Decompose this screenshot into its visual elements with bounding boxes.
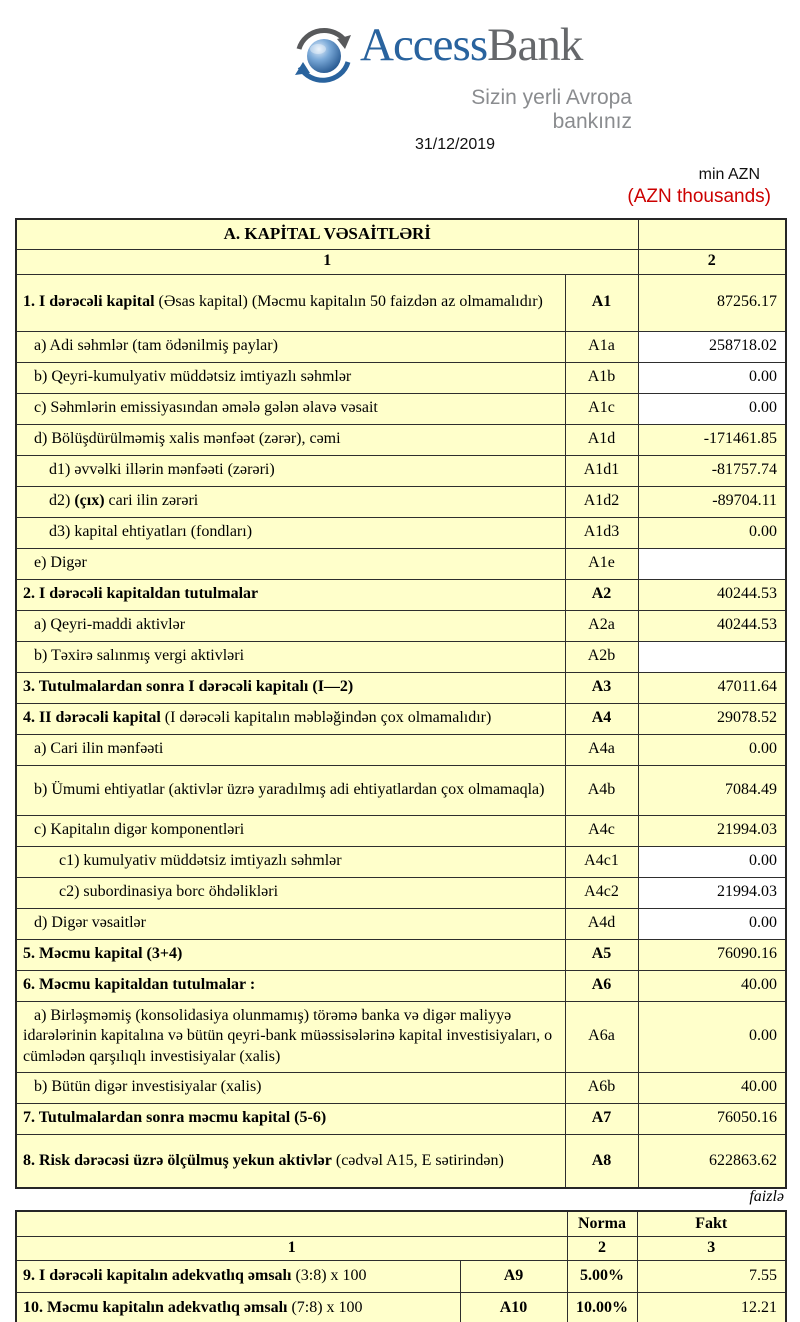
row-value: 0.00 <box>638 517 786 548</box>
row-code: A2b <box>565 641 638 672</box>
row-code: A1a <box>565 331 638 362</box>
label-text: (Əsas kapital) (Məcmu kapitalın 50 faizdən az olmamalıdır) <box>154 293 543 311</box>
row-label <box>16 939 565 970</box>
table-row <box>16 610 786 641</box>
table-row <box>16 579 786 610</box>
table-row <box>16 1001 786 1072</box>
row-value: 76090.16 <box>638 939 786 970</box>
row-label <box>16 1103 565 1134</box>
label-text: 4. II dərəcəli kapital <box>23 709 161 727</box>
label-text: cari ilin zərəri <box>104 492 199 510</box>
label-text: b) Qeyri-kumulyativ müddətsiz imtiyazlı səhmlər <box>34 368 352 386</box>
row-label <box>16 877 565 908</box>
table-title-row <box>16 219 786 249</box>
row-code: A2 <box>565 579 638 610</box>
ratio-col-num-label: 1 <box>16 1236 567 1260</box>
table-row <box>16 548 786 579</box>
label-text: 9. I dərəcəli kapitalın adekvatlıq əmsalı <box>23 1266 292 1284</box>
row-value: 0.00 <box>638 1001 786 1072</box>
table-row <box>16 1260 786 1292</box>
row-code: A4d <box>565 908 638 939</box>
label-text: a) Cari ilin mənfəəti <box>34 740 164 758</box>
label-text: 8. Risk dərəcəsi üzrə ölçülmuş yekun aktivlər <box>23 1151 332 1169</box>
row-label <box>16 908 565 939</box>
row-code: A9 <box>460 1260 567 1292</box>
title-row-empty-cell <box>638 219 786 249</box>
table-row <box>16 765 786 815</box>
row-code: A1d <box>565 424 638 455</box>
ratio-col-num-fakt: 3 <box>637 1236 786 1260</box>
table-row <box>16 424 786 455</box>
label-text: 10. Məcmu kapitalın adekvatlıq əmsalı <box>23 1298 288 1316</box>
report-date: 31/12/2019 <box>414 136 496 153</box>
row-norma: 10.00% <box>567 1292 637 1322</box>
label-text: (I dərəcəli kapitalın məbləğindən çox olmamalıdır) <box>160 709 492 727</box>
row-value: 47011.64 <box>638 672 786 703</box>
label-text: 7. Tutulmalardan sonra məcmu kapital (5-6) <box>23 1109 327 1127</box>
label-text: b) Bütün digər investisiyalar (xalis) <box>34 1078 262 1096</box>
row-value: 0.00 <box>638 846 786 877</box>
ratio-header-norma: Norma <box>567 1211 637 1236</box>
adequacy-ratio-table <box>15 1210 787 1322</box>
label-text: d1) əvvəlki illərin mənfəəti (zərəri) <box>49 461 275 479</box>
table-row <box>16 517 786 548</box>
table-row <box>16 274 786 331</box>
row-value: -171461.85 <box>638 424 786 455</box>
row-norma: 5.00% <box>567 1260 637 1292</box>
row-value: -81757.74 <box>638 455 786 486</box>
label-text: d) Digər vəsaitlər <box>34 914 146 932</box>
brand-bank: Bank <box>487 19 583 71</box>
row-code: A6 <box>565 970 638 1001</box>
row-label <box>16 641 565 672</box>
label-text: b) Ümumi ehtiyatlar (aktivlər üzrə yaradılmış adi ehtiyatlardan çox olmamaqla) <box>34 780 545 798</box>
row-fakt: 12.21 <box>637 1292 786 1322</box>
row-value: 0.00 <box>638 362 786 393</box>
row-code: A8 <box>565 1134 638 1188</box>
table-row <box>16 486 786 517</box>
row-code: A1d1 <box>565 455 638 486</box>
row-label <box>16 455 565 486</box>
label-text: c2) subordinasiya borc öhdəlikləri <box>59 883 279 901</box>
row-value: 622863.62 <box>638 1134 786 1188</box>
row-code: A1d2 <box>565 486 638 517</box>
row-code: A10 <box>460 1292 567 1322</box>
label-text: d) Bölüşdürülməmiş xalis mənfəət (zərər), cəmi <box>34 430 341 448</box>
row-label <box>16 579 565 610</box>
row-label <box>16 846 565 877</box>
row-label <box>16 970 565 1001</box>
table-row <box>16 939 786 970</box>
row-code: A1d3 <box>565 517 638 548</box>
row-value <box>638 641 786 672</box>
label-text: b) Təxirə salınmış vergi aktivləri <box>34 647 245 665</box>
col-num-label: 1 <box>16 249 638 274</box>
label-text: 6. Məcmu kapitaldan tutulmalar : <box>23 976 256 994</box>
table-row <box>16 1134 786 1188</box>
table-row <box>16 393 786 424</box>
row-code: A4b <box>565 765 638 815</box>
label-text: 1. I dərəcəli kapital <box>23 293 155 311</box>
row-label <box>16 393 565 424</box>
row-label <box>16 517 565 548</box>
row-fakt: 7.55 <box>637 1260 786 1292</box>
row-label <box>16 486 565 517</box>
row-value: 0.00 <box>638 734 786 765</box>
table-row <box>16 703 786 734</box>
row-label <box>16 1134 565 1188</box>
row-label <box>16 765 565 815</box>
row-code: A4c1 <box>565 846 638 877</box>
label-text: d3) kapital ehtiyatları (fondları) <box>49 523 253 541</box>
row-label <box>16 424 565 455</box>
label-text: c) Kapitalın digər komponentləri <box>34 821 245 839</box>
percent-note: faizlə <box>749 1188 784 1205</box>
row-value: 21994.03 <box>638 877 786 908</box>
row-label <box>16 1072 565 1103</box>
globe-swirl-icon <box>291 25 357 89</box>
label-text: (cədvəl A15, E sətirindən) <box>331 1151 504 1169</box>
row-value: -89704.11 <box>638 486 786 517</box>
row-code: A7 <box>565 1103 638 1134</box>
row-value: 21994.03 <box>638 815 786 846</box>
unit-note-english: (AZN thousands) <box>627 186 771 207</box>
row-code: A5 <box>565 939 638 970</box>
row-value: 258718.02 <box>638 331 786 362</box>
ratio-header-fakt: Fakt <box>637 1211 786 1236</box>
row-label <box>16 362 565 393</box>
table-row <box>16 734 786 765</box>
row-code: A6a <box>565 1001 638 1072</box>
label-text: (7:8) x 100 <box>287 1298 363 1316</box>
row-value: 40.00 <box>638 1072 786 1103</box>
label-text: c1) kumulyativ müddətsiz imtiyazlı səhmlər <box>59 852 342 870</box>
row-label <box>16 1260 460 1292</box>
ratio-col-num-norma: 2 <box>567 1236 637 1260</box>
label-text: a) Birləşməmiş (konsolidasiya olunmamış) törəmə banka və digər maliyyə idarələrinin kapitalına və bütün qeyri-bank müəssisələrinə kapital investisiyaları, o cümlədən qarşılıqlı investisiyalar (xalis) <box>23 1006 553 1065</box>
label-text: c) Səhmlərin emissiyasından əmələ gələn əlavə vəsait <box>34 399 378 417</box>
row-code: A2a <box>565 610 638 641</box>
row-label <box>16 672 565 703</box>
row-label <box>16 548 565 579</box>
table-row <box>16 641 786 672</box>
row-code: A1b <box>565 362 638 393</box>
label-text: d2) <box>49 492 75 510</box>
label-text: e) Digər <box>34 554 87 572</box>
row-value: 0.00 <box>638 908 786 939</box>
row-label <box>16 331 565 362</box>
table-row <box>16 672 786 703</box>
row-code: A1e <box>565 548 638 579</box>
table-row <box>16 1072 786 1103</box>
label-text: 3. Tutulmalardan sonra I dərəcəli kapitalı (I—2) <box>23 678 354 696</box>
row-value: 40244.53 <box>638 610 786 641</box>
row-label <box>16 815 565 846</box>
table-row <box>16 331 786 362</box>
row-label <box>16 1292 460 1322</box>
row-code: A4c <box>565 815 638 846</box>
row-label <box>16 703 565 734</box>
row-value <box>638 548 786 579</box>
column-number-row <box>16 249 786 274</box>
label-text: 2. I dərəcəli kapitaldan tutulmalar <box>23 585 259 603</box>
col-num-value: 2 <box>638 249 786 274</box>
row-code: A4 <box>565 703 638 734</box>
row-code: A6b <box>565 1072 638 1103</box>
row-code: A1 <box>565 274 638 331</box>
row-value: 87256.17 <box>638 274 786 331</box>
capital-table <box>15 218 787 1189</box>
row-value: 40.00 <box>638 970 786 1001</box>
table-row <box>16 1103 786 1134</box>
row-value: 76050.16 <box>638 1103 786 1134</box>
table-row <box>16 877 786 908</box>
row-label <box>16 610 565 641</box>
table-row <box>16 970 786 1001</box>
label-text: (çıx) <box>74 492 105 510</box>
ratio-number-row <box>16 1236 786 1260</box>
row-label <box>16 1001 565 1072</box>
table-title: A. KAPİTAL VƏSAİTLƏRİ <box>16 219 638 249</box>
table-row <box>16 908 786 939</box>
label-text: a) Qeyri-maddi aktivlər <box>34 616 186 634</box>
label-text: 5. Məcmu kapital (3+4) <box>23 945 183 963</box>
bank-logo-text <box>360 19 583 71</box>
bank-tagline: Sizin yerli Avropa bankınız <box>471 86 632 133</box>
row-value: 29078.52 <box>638 703 786 734</box>
table-row <box>16 846 786 877</box>
row-value: 7084.49 <box>638 765 786 815</box>
row-label <box>16 274 565 331</box>
table-row <box>16 1292 786 1322</box>
row-code: A3 <box>565 672 638 703</box>
row-label <box>16 734 565 765</box>
table-row <box>16 455 786 486</box>
label-text: (3:8) x 100 <box>291 1266 367 1284</box>
label-text: a) Adi səhmlər (tam ödənilmiş paylar) <box>34 337 278 355</box>
row-code: A4a <box>565 734 638 765</box>
row-code: A1c <box>565 393 638 424</box>
table-row <box>16 362 786 393</box>
ratio-header-empty <box>16 1211 567 1236</box>
ratio-header-row <box>16 1211 786 1236</box>
row-value: 0.00 <box>638 393 786 424</box>
row-value: 40244.53 <box>638 579 786 610</box>
table-row <box>16 815 786 846</box>
row-code: A4c2 <box>565 877 638 908</box>
unit-note: min AZN <box>698 166 760 183</box>
brand-access: Access <box>360 19 488 71</box>
